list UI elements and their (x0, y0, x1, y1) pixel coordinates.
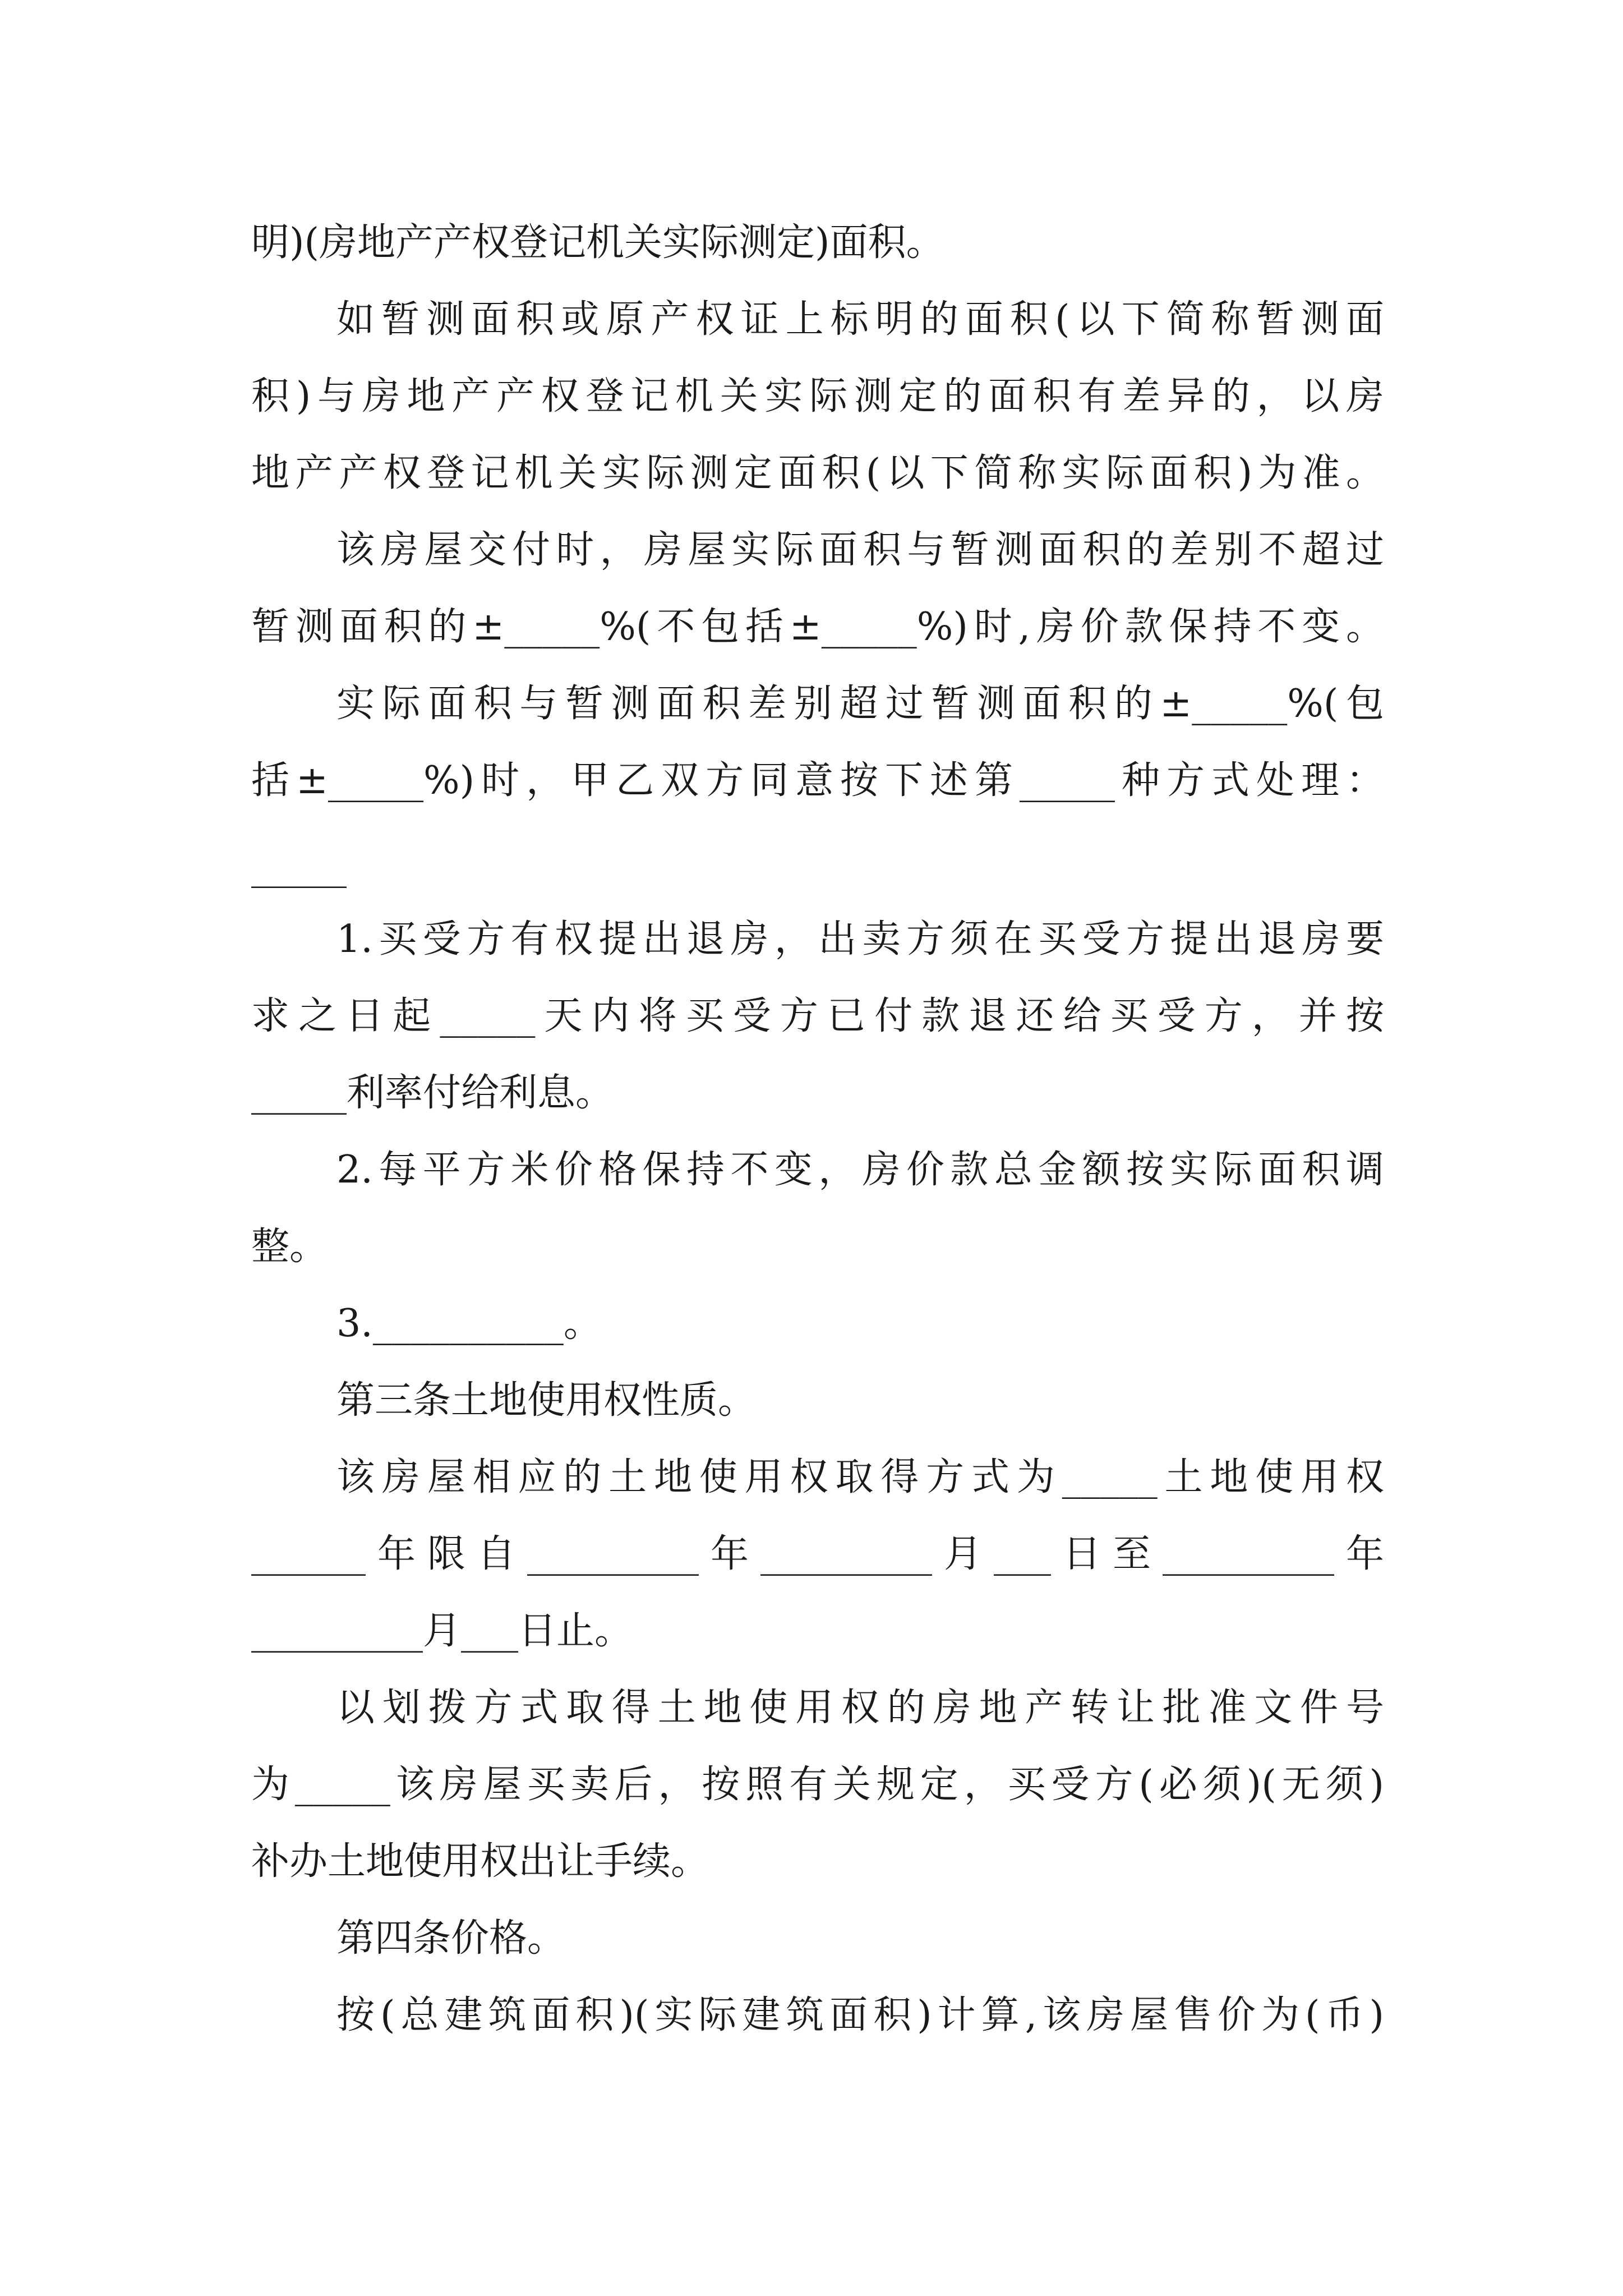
text-line-3: 积)与房地产产权登记机关实际测定的面积有差异的，以房 (251, 374, 1384, 418)
text-line-19: _________月___日止。 (251, 1609, 633, 1653)
text-line-20: 以划拨方式取得土地使用权的房地产转让批准文件号 (336, 1686, 1384, 1730)
text-line-13: 2.每平方米价格保持不变，房价款总金额按实际面积调 (336, 1148, 1384, 1192)
text-line-1: 明)(房地产产权登记机关实际测定)面积。 (251, 220, 944, 265)
text-line-4: 地产产权登记机关实际测定面积(以下简称实际面积)为准。 (251, 451, 1384, 495)
text-line-2: 如暂测面积或原产权证上标明的面积(以下简称暂测面 (336, 297, 1384, 342)
text-line-22: 补办土地使用权出让手续。 (251, 1839, 709, 1884)
text-line-8: 括±_____%)时，甲乙双方同意按下述第_____种方式处理： (251, 758, 1384, 803)
text-line-14: 整。 (251, 1225, 328, 1269)
text-line-24: 按(总建筑面积)(实际建筑面积)计算,该房屋售价为(币) (336, 1993, 1384, 2037)
text-line-9: _____ (251, 844, 347, 889)
text-line-11: 求之日起_____天内将买受方已付款退还给买受方，并按 (251, 994, 1384, 1038)
text-line-15: 3.__________。 (336, 1301, 602, 1346)
text-line-18: ______年限自_________年_________月___日至_________年 (251, 1532, 1384, 1576)
text-line-6: 暂测面积的±_____%(不包括±_____%)时,房价款保持不变。 (251, 605, 1384, 649)
text-line-21: 为_____该房屋买卖后，按照有关规定，买受方(必须)(无须) (251, 1763, 1384, 1807)
text-line-10: 1.买受方有权提出退房，出卖方须在买受方提出退房要 (336, 917, 1384, 961)
text-line-7: 实际面积与暂测面积差别超过暂测面积的±_____%(包 (336, 682, 1384, 726)
text-line-12: _____利率付给利息。 (251, 1071, 614, 1115)
text-line-17: 该房屋相应的土地使用权取得方式为_____土地使用权 (336, 1455, 1384, 1499)
text-line-16: 第三条土地使用权性质。 (336, 1378, 757, 1423)
text-line-23: 第四条价格。 (336, 1916, 566, 1961)
text-line-5: 该房屋交付时，房屋实际面积与暂测面积的差别不超过 (336, 528, 1384, 572)
